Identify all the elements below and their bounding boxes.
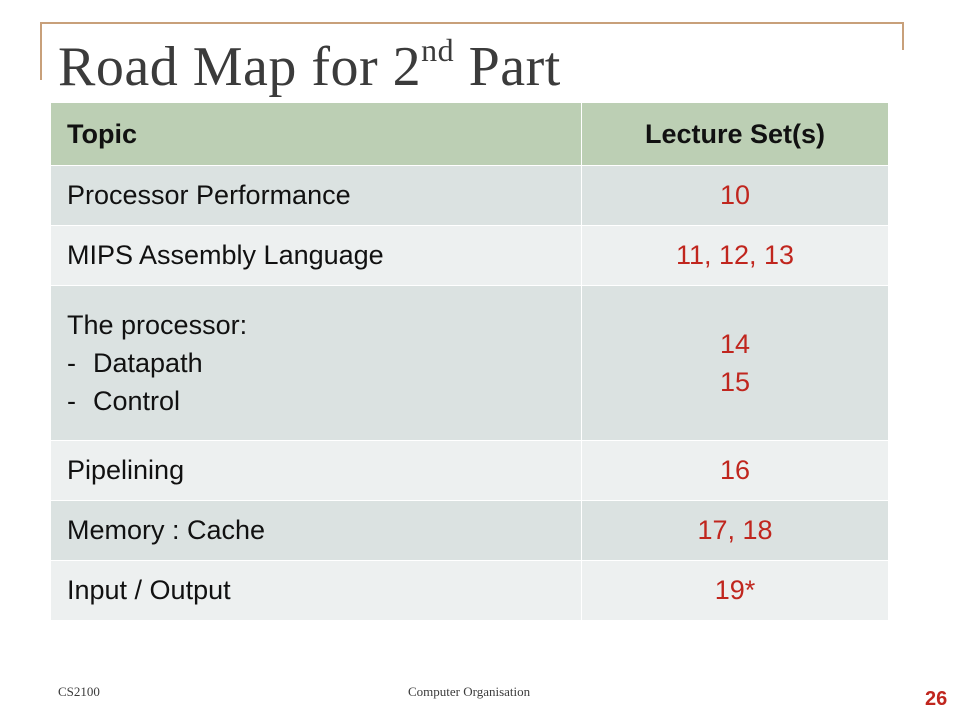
frame-top-line (40, 22, 904, 24)
lecture-cell: 11, 12, 13 (582, 226, 889, 286)
table-row (51, 441, 889, 501)
header-topic: Topic (51, 103, 582, 166)
title-end: Part (454, 36, 561, 98)
title-main: Road Map for 2 (58, 36, 422, 98)
subtopic-item: - Datapath (67, 348, 203, 378)
header-lecture-sets: Lecture Set(s) (582, 103, 889, 166)
topic-cell: Memory : Cache (51, 501, 582, 561)
lecture-cell: 10 (582, 166, 889, 226)
table-row (51, 166, 889, 226)
frame-left-line (40, 22, 42, 80)
table-row (51, 561, 889, 621)
table-row (51, 286, 889, 441)
lecture-cell: 16 (582, 441, 889, 501)
lecture-value: 15 (719, 367, 751, 397)
page-number: 26 (925, 688, 948, 710)
subtopic-item: - Control (67, 386, 181, 416)
subtopic-label: Datapath (93, 348, 203, 378)
table-row (51, 501, 889, 561)
topic-cell (51, 286, 582, 441)
lecture-cell (582, 286, 889, 441)
frame-right-line (902, 22, 904, 50)
topic-heading: The processor: (67, 310, 248, 340)
topic-cell: Pipelining (51, 441, 582, 501)
lecture-cell: 19* (582, 561, 889, 621)
footer-course-code: CS2100 (58, 684, 100, 699)
topic-cell: Input / Output (51, 561, 582, 621)
table-header-row (51, 103, 889, 166)
lecture-cell: 17, 18 (582, 501, 889, 561)
lecture-value: 14 (719, 329, 751, 359)
subtopic-label: Control (93, 386, 181, 416)
topic-cell: Processor Performance (51, 166, 582, 226)
table-row (51, 226, 889, 286)
topic-cell: MIPS Assembly Language (51, 226, 582, 286)
footer-course-name: Computer Organisation (408, 684, 531, 699)
roadmap-table (50, 102, 889, 621)
title-superscript: nd (421, 32, 455, 68)
slide-title (58, 32, 561, 102)
